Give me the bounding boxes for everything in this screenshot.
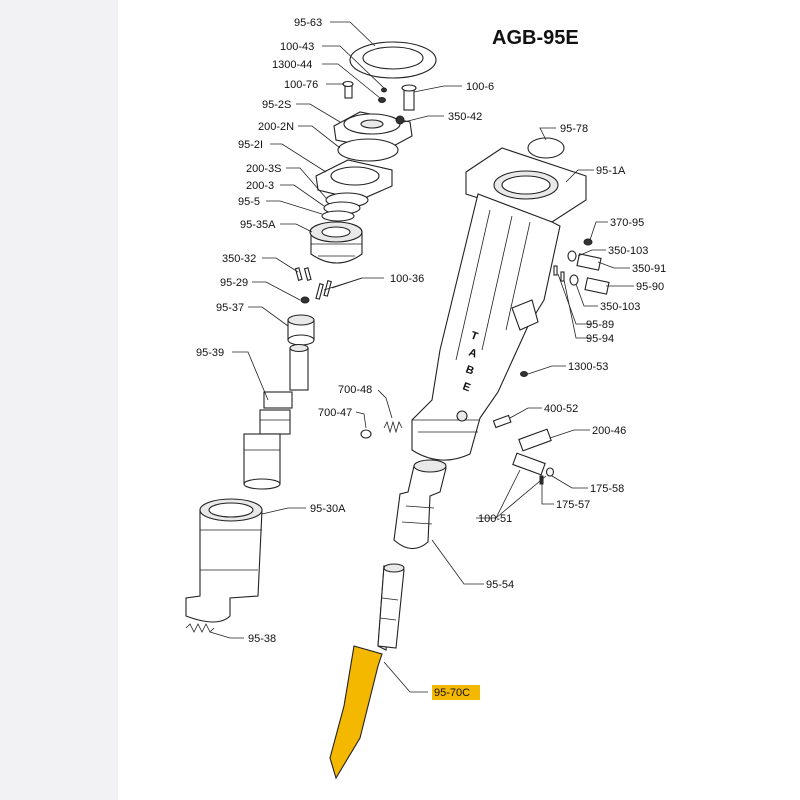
label-350-91: 350-91 [632,263,667,275]
part-95-94 [561,272,564,281]
label-95-78: 95-78 [560,123,589,135]
label-95-38: 95-38 [248,633,277,645]
part-400-52 [493,415,510,427]
label-700-47: 700-47 [318,407,353,419]
part-100-43 [382,88,387,92]
label-100-76: 100-76 [284,79,319,91]
label-95-63: 95-63 [294,17,323,29]
part-350-91 [577,254,601,270]
label-95-37: 95-37 [216,302,245,314]
label-95-94: 95-94 [586,333,615,345]
part-95-90 [585,278,609,294]
part-100-36 [316,281,331,299]
label-370-95: 370-95 [610,217,645,229]
part-95-89 [554,266,557,275]
part-100-6 [402,85,416,110]
part-350-32 [296,268,311,280]
label-350-42: 350-42 [448,111,483,123]
label-175-58: 175-58 [590,483,625,495]
model-title: AGB-95E [492,27,579,49]
part-700-48 [384,422,402,432]
part-100-76 [343,82,353,99]
label-95-35A: 95-35A [240,219,276,231]
label-100-43: 100-43 [280,41,315,53]
label-100-51: 100-51 [478,513,513,525]
part-95-70C-chisel [330,646,382,778]
svg-text:B: B [463,363,476,378]
part-350-103-b [570,275,578,285]
part-175-58 [547,468,554,476]
label-100-6: 100-6 [466,81,495,93]
label-95-1A: 95-1A [596,165,626,177]
part-95-37 [288,315,314,345]
label-95-2S: 95-2S [262,99,292,111]
label-175-57: 175-57 [556,499,591,511]
label-1300-53: 1300-53 [568,361,609,373]
label-200-3S: 200-3S [246,163,282,175]
label-100-36: 100-36 [390,273,425,285]
part-95-54 [394,460,446,549]
label-200-3: 200-3 [246,180,275,192]
part-95-63 [350,42,436,78]
label-95-90: 95-90 [636,281,665,293]
part-1300-53 [521,372,528,377]
label-95-39: 95-39 [196,347,225,359]
label-95-70C: 95-70C [434,687,471,699]
svg-text:A: A [466,346,479,361]
svg-text:T: T [468,329,480,344]
label-95-2I: 95-2I [238,139,264,151]
label-700-48: 700-48 [338,384,373,396]
label-95-30A: 95-30A [310,503,346,515]
part-100-51 [513,453,545,475]
part-95-35A [310,222,362,263]
part-370-95 [584,239,592,245]
label-95-89: 95-89 [586,319,615,331]
part-95-29 [301,297,309,303]
label-95-5: 95-5 [238,196,261,208]
label-1300-44: 1300-44 [272,59,313,71]
label-350-103-a: 350-103 [608,245,649,257]
part-200-46 [519,429,551,451]
label-400-52: 400-52 [544,403,579,415]
label-350-32: 350-32 [222,253,257,265]
part-200-2N [338,139,398,161]
part-labels [196,17,666,699]
part-95-78 [528,138,564,158]
part-95-5 [322,211,354,221]
part-1300-44 [379,98,386,103]
label-200-2N: 200-2N [258,121,295,133]
part-700-47 [361,430,371,438]
label-95-29: 95-29 [220,277,249,289]
label-95-54: 95-54 [486,579,515,591]
svg-text:E: E [460,380,472,395]
part-350-103-a [568,251,576,261]
part-350-42 [396,116,404,124]
chisel-shank [378,564,404,650]
label-200-46: 200-46 [592,425,627,437]
part-95-30A [186,499,262,622]
label-350-103-b: 350-103 [600,301,641,313]
part-95-38 [186,624,214,632]
